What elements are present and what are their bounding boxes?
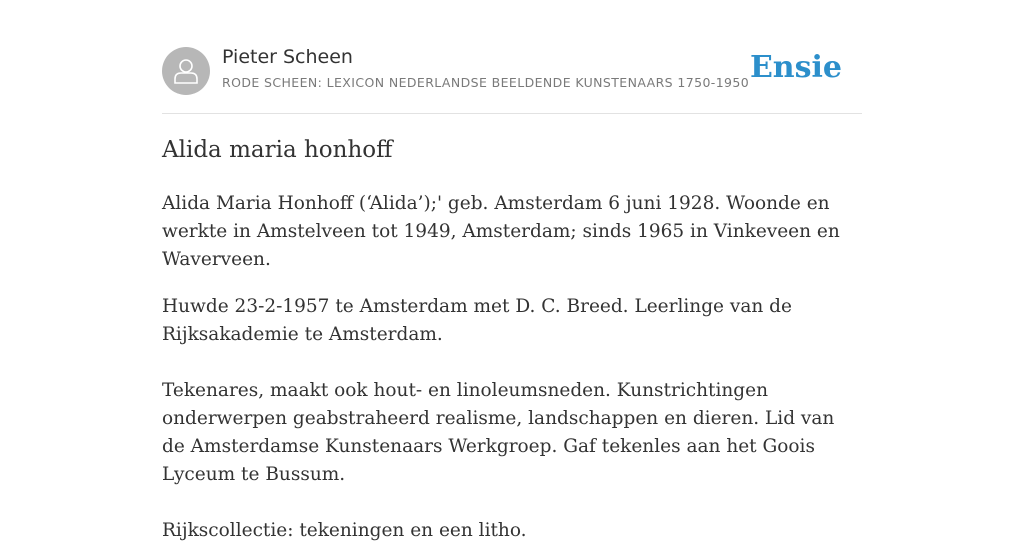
avatar[interactable]	[162, 47, 210, 95]
brand-logo[interactable]: Ensie	[749, 50, 842, 85]
source-label[interactable]: RODE SCHEEN: LEXICON NEDERLANDSE BEELDENDE KUNSTENAARS 1750-1950	[222, 75, 750, 90]
article-header	[162, 46, 862, 96]
user-icon	[172, 56, 200, 86]
paragraph: Alida Maria Honhoff (‘Alida’);' geb. Amsterdam 6 juni 1928. Woonde en werkte in Amstelveen tot 1949, Amsterdam; sinds 1965 in Vinkeveen en Waverveen.	[162, 193, 840, 270]
author-name[interactable]: Pieter Scheen	[222, 46, 353, 68]
paragraph: Huwde 23-2-1957 te Amsterdam met D. C. Breed. Leerlinge van de Rijksakademie te Amsterdam.	[162, 296, 792, 345]
header-divider	[162, 113, 862, 114]
paragraph: Rijkscollectie: tekeningen en een litho.	[162, 520, 527, 541]
article-title: Alida maria honhoff	[162, 137, 393, 163]
article-body	[162, 190, 862, 545]
paragraph: Tekenares, maakt ook hout- en linoleumsneden. Kunstrichtingen onderwerpen geabstraheerd realisme, landschappen en dieren. Lid van de Amsterdamse Kunstenaars Werkgroep. Gaf tekenles aan het Goois Lyceum te Bussum.	[162, 380, 835, 485]
